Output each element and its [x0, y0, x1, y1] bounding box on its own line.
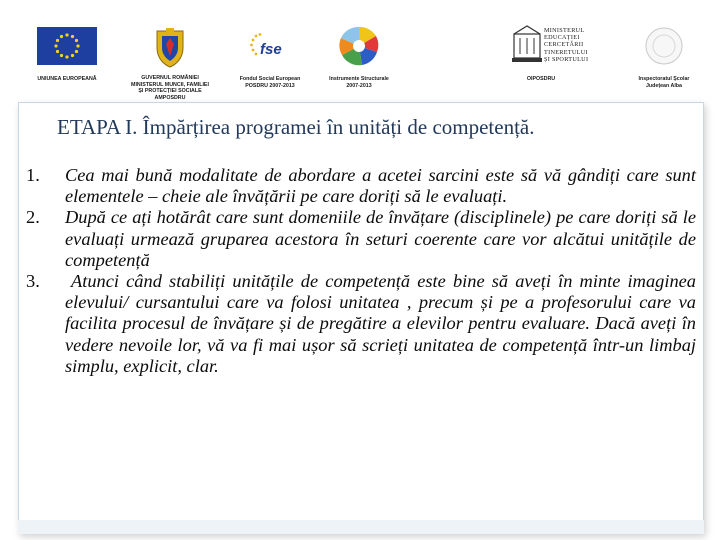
ministry-logo-text: MINISTERUL EDUCAȚIEI CERCETĂRII TINERETULUI ȘI SPORTULUI: [544, 27, 589, 63]
list-item: [26, 207, 696, 271]
logo-ministry-education: [500, 0, 600, 112]
list-item-text: Atunci când stabiliți unitățile de competență este bine să aveți în minte imaginea elevului/ cursantului care va folosi unitatea , precum și pe a profesorului care va facilita procesul de învățare și de pregătire a elevilor pentru evaluare. Dacă aveți în vedere nevoile lor, vă va fi mai ușor să scrieți unitatea de competență într-un limbaj simplu, explicit, clar.: [65, 271, 696, 376]
eu-flag-icon: [37, 27, 97, 65]
logo-eu: [30, 0, 104, 112]
logo-inspectorate: [624, 0, 704, 112]
logo-government-caption: GUVERNUL ROMÂNIEI MINISTERUL MUNCII, FAMILIEI ȘI PROTECȚIEI SOCIALE AMPOSDRU: [131, 75, 209, 101]
item-list: [26, 165, 696, 377]
romania-coat-of-arms-icon: [153, 28, 187, 68]
list-item-number: 3.: [26, 271, 40, 292]
logo-inspectorate-caption: Inspectoratul Școlar Județean Alba: [638, 76, 690, 89]
svg-text:fse: fse: [260, 41, 282, 58]
logo-eu-caption: UNIUNEA EUROPEANĂ: [37, 76, 97, 82]
list-item: [26, 165, 696, 207]
list-item-number: 2.: [26, 207, 40, 228]
logo-structural-caption: Instrumente Structurale 2007-2013: [329, 76, 389, 89]
list-item-number: 1.: [26, 165, 40, 185]
logo-fse: [230, 0, 310, 112]
school-inspectorate-logo-icon: [644, 26, 684, 66]
logo-fse-caption: Fondul Social European POSDRU 2007-2013: [239, 76, 301, 89]
slide-title: ETAPA I. Împărțirea programei în unități de competență.: [57, 115, 535, 139]
structural-instruments-icon: [334, 24, 384, 68]
list-item: [26, 271, 696, 377]
logo-strip: [0, 0, 720, 112]
bottom-band: [18, 520, 704, 534]
logo-government: [122, 0, 218, 112]
logo-ministry-caption: OIPOSDRU: [526, 76, 556, 82]
logo-structural-instruments: [318, 0, 400, 112]
ministry-education-logo-icon: [512, 24, 542, 66]
fse-logo-icon: [248, 32, 292, 64]
list-item-text: După ce ați hotărât care sunt domeniile de învățare (disciplinele) pe care doriți să le evaluați urmează gruparea acestora în seturi coerente care vor alcătui unitățile de competență: [65, 207, 696, 270]
list-item-text: Cea mai bună modalitate de abordare a acetei sarcini este să vă gândiți care sunt elementele – cheie ale învățării pe care doriți să le evaluați.: [65, 165, 696, 207]
